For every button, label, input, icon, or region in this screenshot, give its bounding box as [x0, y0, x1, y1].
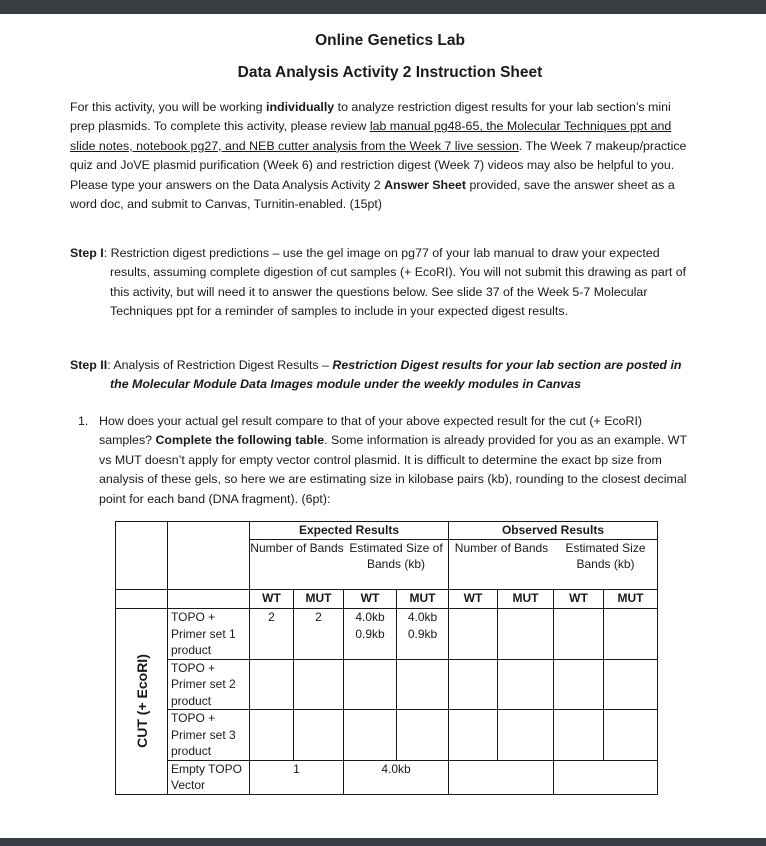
page-title: Online Genetics Lab [315, 32, 465, 49]
observed-wt-size[interactable] [554, 609, 604, 660]
observed-mut-size[interactable] [604, 609, 658, 660]
col-header-wt: WT [554, 590, 604, 609]
observed-size-empty-vector[interactable] [554, 760, 658, 794]
expected-mut-size[interactable] [397, 710, 449, 761]
expected-bands-empty-vector: 1 [250, 760, 344, 794]
table-corner-cell [168, 522, 250, 590]
sample-label: TOPO + Primer set 1 product [168, 609, 250, 660]
sample-label: Empty TOPO Vector [168, 760, 250, 794]
expected-wt-size: 4.0kb 0.9kb [344, 609, 397, 660]
expected-results-header: Expected Results Number of Bands Estimated Size of Bands (kb) [250, 522, 449, 590]
col-header-wt: WT [449, 590, 498, 609]
cut-ecori-label-cell: CUT (+ EcoRI) [116, 609, 168, 795]
results-table [115, 521, 658, 795]
col-header-mut: MUT [498, 590, 554, 609]
observed-bands-empty-vector[interactable] [449, 760, 554, 794]
window-bottom-bar [0, 838, 766, 846]
resources-link[interactable]: lab manual pg48-65, the Molecular Techniques ppt and slide notes, notebook pg27, and NEB cutter analysis from the Week 7 live session [70, 119, 672, 153]
expected-wt-bands: 2 [250, 609, 294, 660]
observed-wt-bands[interactable] [449, 609, 498, 660]
observed-wt-size[interactable] [554, 710, 604, 761]
col-header-wt: WT [250, 590, 294, 609]
table-row [116, 659, 658, 710]
table-row [116, 609, 658, 660]
observed-wt-bands[interactable] [449, 659, 498, 710]
expected-mut-bands[interactable] [294, 659, 344, 710]
expected-wt-bands[interactable] [250, 659, 294, 710]
col-header-mut: MUT [604, 590, 658, 609]
expected-wt-size[interactable] [344, 710, 397, 761]
step-2-paragraph: Step II: Analysis of Restriction Digest Results – Restriction Digest results for your lab section are posted in the Molecular Module Data Images module under the weekly modules in Canvas [70, 358, 682, 392]
expected-wt-bands[interactable] [250, 710, 294, 761]
expected-mut-bands: 2 [294, 609, 344, 660]
expected-mut-size[interactable] [397, 659, 449, 710]
observed-mut-size[interactable] [604, 710, 658, 761]
expected-size-empty-vector: 4.0kb [344, 760, 449, 794]
observed-wt-size[interactable] [554, 659, 604, 710]
observed-wt-bands[interactable] [449, 710, 498, 761]
col-header-mut: MUT [397, 590, 449, 609]
table-corner-cell [168, 590, 250, 609]
observed-mut-bands[interactable] [498, 710, 554, 761]
observed-mut-size[interactable] [604, 659, 658, 710]
table-row [116, 760, 658, 794]
observed-mut-bands[interactable] [498, 609, 554, 660]
intro-paragraph: For this activity, you will be working individually to analyze restriction digest results for your lab section’s mini prep plasmids. To complete this activity, please review lab manual pg48-65, the Molecular Techniques ppt and slide notes, notebook pg27, and NEB cutter analysis from the Week 7 live session. The Week 7 makeup/practice quiz and JoVE plasmid purification (Week 6) and restriction digest (Week 7) videos may also be helpful to you. Please type your answers on the Data Analysis Activity 2 Answer Sheet provided, save the answer sheet as a word doc, and submit to Canvas, Turnitin-enabled. (15pt) [70, 100, 687, 212]
table-corner-cell [116, 522, 168, 590]
table-row [116, 710, 658, 761]
expected-mut-size: 4.0kb 0.9kb [397, 609, 449, 660]
window-top-bar [0, 0, 766, 14]
expected-mut-bands[interactable] [294, 710, 344, 761]
expected-wt-size[interactable] [344, 659, 397, 710]
table-corner-cell [116, 590, 168, 609]
observed-mut-bands[interactable] [498, 659, 554, 710]
col-header-wt: WT [344, 590, 397, 609]
observed-results-header: Observed Results Number of Bands Estimated Size Bands (kb) [449, 522, 658, 590]
step-1-paragraph: Step I: Restriction digest predictions – use the gel image on pg77 of your lab manual to draw your expected results, assuming complete digestion of cut samples (+ EcoRI). You will not submit this drawing as part of this activity, but will need it to answer the questions below. See slide 37 of the Week 5-7 Molecular Techniques ppt for a reminder of samples to include in your expected digest results. [70, 246, 687, 319]
col-header-mut: MUT [294, 590, 344, 609]
page-subtitle: Data Analysis Activity 2 Instruction Sheet [237, 64, 543, 81]
sample-label: TOPO + Primer set 2 product [168, 659, 250, 710]
sample-label: TOPO + Primer set 3 product [168, 710, 250, 761]
question-1: 1. How does your actual gel result compare to that of your above expected result for the cut (+ EcoRI) samples? Complete the following table. Some information is already provided for you as an example. WT vs MUT doesn’t apply for empty vector control plasmid. It is difficult to determine the exact bp size from analysis of these gels, so here we are estimating size in kilobase pairs (kb), rounding to the closest decimal point for each band (DNA fragment). (6pt): [78, 414, 687, 506]
